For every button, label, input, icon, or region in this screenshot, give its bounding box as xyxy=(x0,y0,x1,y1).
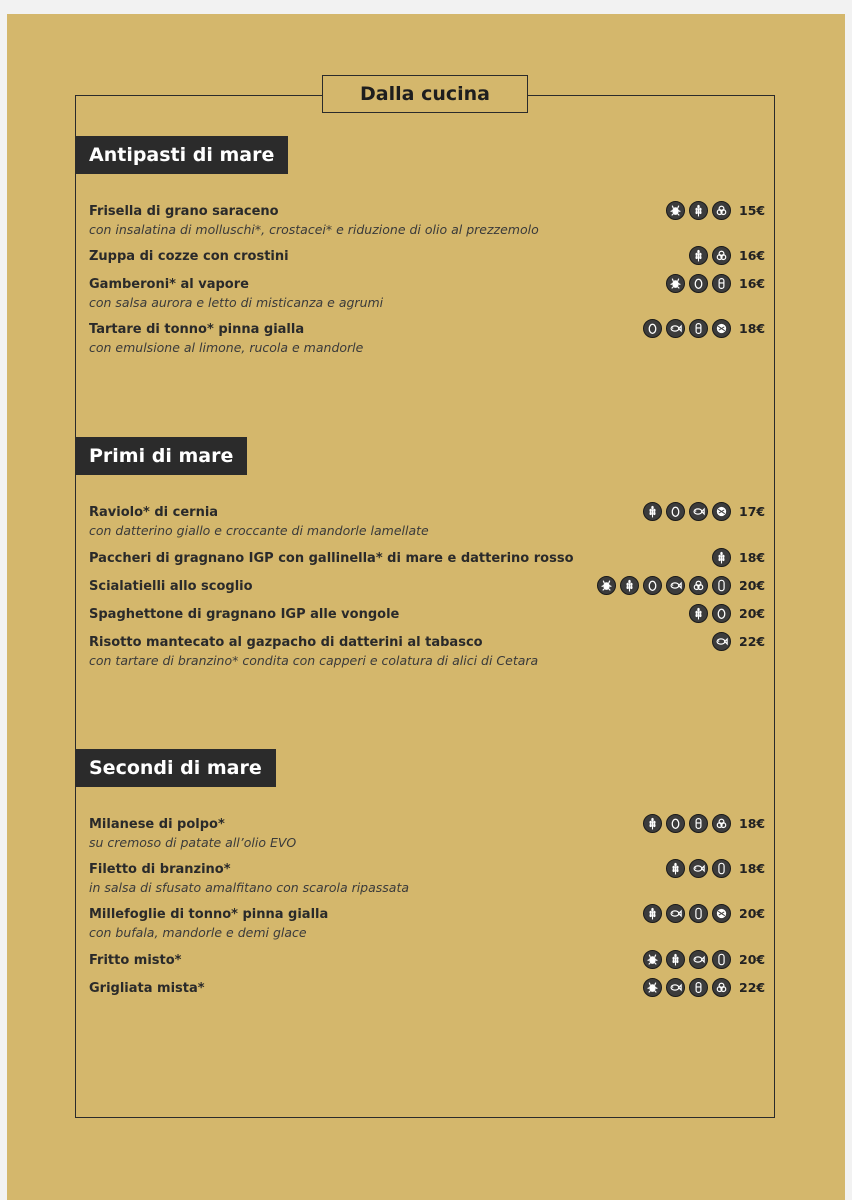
item-price: 18€ xyxy=(739,550,766,565)
item-price: 17€ xyxy=(739,504,766,519)
crustacean-icon xyxy=(643,950,662,969)
sulphite-icon xyxy=(689,576,708,595)
item-name: Milanese di polpo* xyxy=(89,817,225,832)
crustacean-icon xyxy=(666,274,685,293)
mollusc-icon xyxy=(712,859,731,878)
item-price: 20€ xyxy=(739,578,766,593)
item-description: con emulsione al limone, rucola e mandorle xyxy=(89,340,364,355)
mustard-icon xyxy=(689,978,708,997)
fish-icon xyxy=(666,978,685,997)
item-price: 18€ xyxy=(739,321,766,336)
section-title-primi: Primi di mare xyxy=(75,437,247,475)
allergen-icons xyxy=(666,859,766,878)
gluten-icon xyxy=(689,201,708,220)
allergen-icons xyxy=(689,246,766,265)
sulphite-icon xyxy=(712,978,731,997)
item-price: 18€ xyxy=(739,816,766,831)
menu-item xyxy=(89,504,766,545)
fish-icon xyxy=(689,502,708,521)
fish-icon xyxy=(689,950,708,969)
item-name: Frisella di grano saraceno xyxy=(89,204,279,219)
mollusc-icon xyxy=(712,576,731,595)
allergen-icons xyxy=(666,201,766,220)
egg-icon xyxy=(666,814,685,833)
fish-icon xyxy=(712,632,731,651)
item-name: Zuppa di cozze con crostini xyxy=(89,249,289,264)
allergen-icons xyxy=(712,632,766,651)
allergen-icons xyxy=(643,978,766,997)
menu-item xyxy=(89,203,766,244)
gluten-icon xyxy=(689,246,708,265)
allergen-icons xyxy=(643,502,766,521)
crustacean-icon xyxy=(666,201,685,220)
item-price: 20€ xyxy=(739,606,766,621)
allergen-icons xyxy=(666,274,766,293)
mollusc-icon xyxy=(689,904,708,923)
fish-icon xyxy=(666,904,685,923)
menu-item xyxy=(89,906,766,947)
item-name: Scialatielli allo scoglio xyxy=(89,579,253,594)
allergen-icons xyxy=(643,814,766,833)
menu-item xyxy=(89,634,766,675)
crustacean-icon xyxy=(597,576,616,595)
item-name: Raviolo* di cernia xyxy=(89,505,219,520)
item-price: 16€ xyxy=(739,248,766,263)
gluten-icon xyxy=(689,604,708,623)
crustacean-icon xyxy=(643,978,662,997)
gluten-icon xyxy=(643,904,662,923)
sulphite-icon xyxy=(712,201,731,220)
mustard-icon xyxy=(712,274,731,293)
item-name: Filetto di branzino* xyxy=(89,862,231,877)
item-description: con insalatina di molluschi*, crostacei* e riduzione di olio al prezzemolo xyxy=(89,222,539,237)
menu-item xyxy=(89,321,766,362)
gluten-icon xyxy=(666,950,685,969)
menu-item xyxy=(89,980,766,1021)
egg-icon xyxy=(643,576,662,595)
item-name: Fritto misto* xyxy=(89,953,182,968)
gluten-icon xyxy=(643,814,662,833)
allergen-icons xyxy=(643,950,766,969)
nuts-icon xyxy=(712,904,731,923)
allergen-icons xyxy=(643,319,766,338)
item-name: Spaghettone di gragnano IGP alle vongole xyxy=(89,607,400,622)
menu-item xyxy=(89,276,766,317)
item-price: 20€ xyxy=(739,906,766,921)
item-price: 16€ xyxy=(739,276,766,291)
item-name: Risotto mantecato al gazpacho di datterini al tabasco xyxy=(89,635,483,650)
item-price: 20€ xyxy=(739,952,766,967)
section-title-secondi: Secondi di mare xyxy=(75,749,276,787)
egg-icon xyxy=(712,604,731,623)
sulphite-icon xyxy=(712,814,731,833)
item-description: con salsa aurora e letto di misticanza e agrumi xyxy=(89,295,384,310)
nuts-icon xyxy=(712,502,731,521)
allergen-icons xyxy=(597,576,766,595)
menu-item xyxy=(89,816,766,857)
item-name: Grigliata mista* xyxy=(89,981,205,996)
item-description: con bufala, mandorle e demi glace xyxy=(89,925,307,940)
menu-item xyxy=(89,861,766,902)
gluten-icon xyxy=(643,502,662,521)
item-name: Gamberoni* al vapore xyxy=(89,277,249,292)
item-description: con tartare di branzino* condita con capperi e colatura di alici di Cetara xyxy=(89,653,539,668)
fish-icon xyxy=(666,319,685,338)
allergen-icons xyxy=(689,604,766,623)
allergen-icons xyxy=(712,548,766,567)
egg-icon xyxy=(643,319,662,338)
item-name: Tartare di tonno* pinna gialla xyxy=(89,322,305,337)
egg-icon xyxy=(666,502,685,521)
mustard-icon xyxy=(689,814,708,833)
egg-icon xyxy=(689,274,708,293)
section-title-antipasti: Antipasti di mare xyxy=(75,136,288,174)
item-description: su cremoso di patate all’olio EVO xyxy=(89,835,297,850)
fish-icon xyxy=(666,576,685,595)
item-name: Paccheri di gragnano IGP con gallinella* di mare e datterino rosso xyxy=(89,551,574,566)
allergen-icons xyxy=(643,904,766,923)
sulphite-icon xyxy=(712,246,731,265)
gluten-icon xyxy=(620,576,639,595)
item-price: 18€ xyxy=(739,861,766,876)
item-price: 15€ xyxy=(739,203,766,218)
item-price: 22€ xyxy=(739,980,766,995)
fish-icon xyxy=(689,859,708,878)
nuts-icon xyxy=(712,319,731,338)
item-name: Millefoglie di tonno* pinna gialla xyxy=(89,907,329,922)
gluten-icon xyxy=(712,548,731,567)
item-description: con datterino giallo e croccante di mandorle lamellate xyxy=(89,523,429,538)
item-description: in salsa di sfusato amalfitano con scarola ripassata xyxy=(89,880,410,895)
item-price: 22€ xyxy=(739,634,766,649)
page-title: Dalla cucina xyxy=(322,75,528,113)
gluten-icon xyxy=(666,859,685,878)
mustard-icon xyxy=(689,319,708,338)
mollusc-icon xyxy=(712,950,731,969)
